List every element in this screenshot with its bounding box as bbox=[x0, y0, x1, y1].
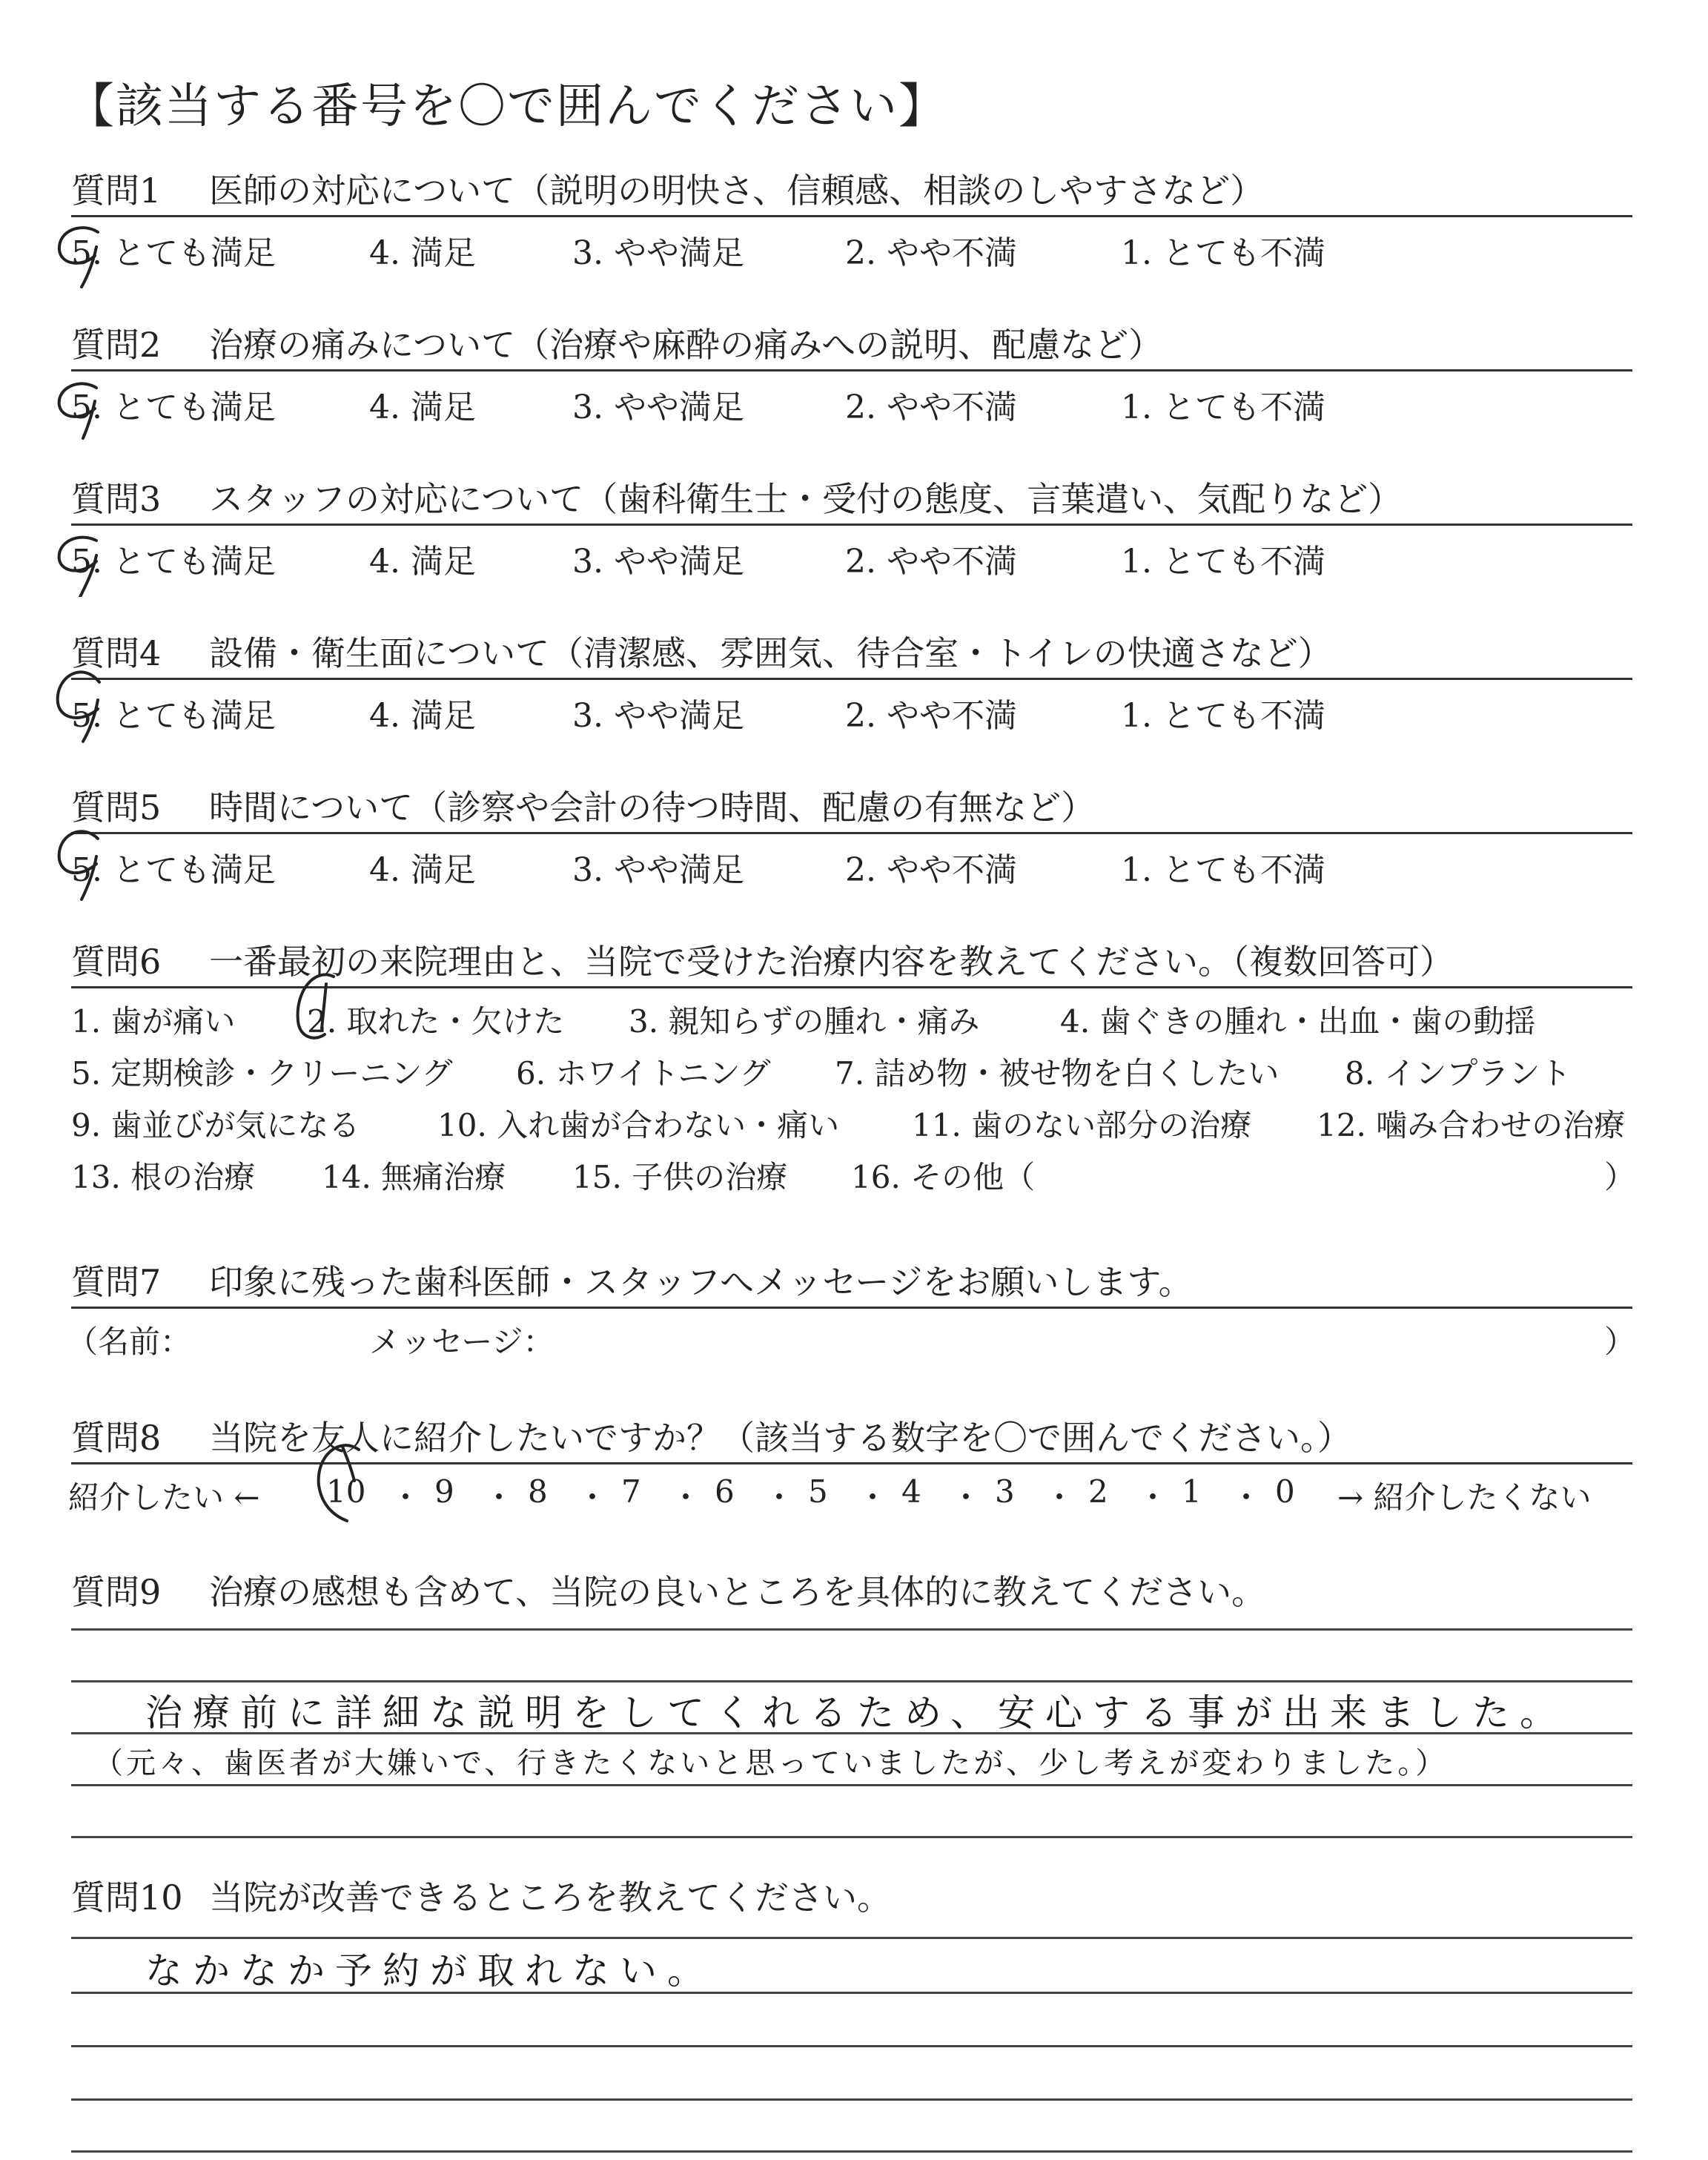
reason-row-4 bbox=[71, 1144, 1636, 1196]
reason-option-16[interactable]: 16. その他（ bbox=[851, 1159, 1036, 1195]
scale-3[interactable]: 3 bbox=[995, 1473, 1015, 1510]
hand-drawn-circle-mark bbox=[52, 650, 116, 751]
question-1 bbox=[71, 169, 1632, 272]
question-9 bbox=[71, 1571, 1632, 1614]
question-number: 質問4 bbox=[71, 633, 162, 673]
question-8-title bbox=[71, 1416, 1632, 1464]
hand-drawn-circle-mark bbox=[52, 217, 116, 288]
answer-line bbox=[71, 1628, 1632, 1631]
reason-option-5[interactable]: 5. 定期検診・クリーニング bbox=[71, 1055, 453, 1091]
question-7 bbox=[67, 1261, 1636, 1361]
option-2[interactable]: 2. やや不満 bbox=[845, 543, 1017, 581]
rating-options bbox=[71, 680, 1632, 735]
question-2 bbox=[71, 323, 1632, 426]
scale-dot: ・ bbox=[764, 1479, 795, 1516]
message-row bbox=[67, 1309, 1636, 1361]
question-number: 質問3 bbox=[71, 479, 162, 519]
option-3[interactable]: 3. やや満足 bbox=[572, 389, 744, 426]
question-text: 治療の痛みについて（治療や麻酔の痛みへの説明、配慮など） bbox=[209, 325, 1163, 365]
question-1-title bbox=[71, 169, 1632, 217]
hand-drawn-circle-mark bbox=[52, 812, 116, 908]
question-3-title bbox=[71, 478, 1632, 526]
question-number: 質問8 bbox=[71, 1418, 162, 1458]
question-number: 質問10 bbox=[71, 1877, 183, 1918]
message-label: メッセージ： bbox=[369, 1324, 555, 1360]
scale-dot: ・ bbox=[670, 1479, 702, 1516]
question-4-title bbox=[71, 632, 1632, 680]
q10-answer-line-1: なかなか予約が取れない。 bbox=[145, 1949, 715, 1992]
recommend-scale bbox=[68, 1464, 1632, 1516]
scale-dot: ・ bbox=[1137, 1479, 1169, 1516]
rating-options bbox=[71, 834, 1632, 889]
question-5 bbox=[71, 786, 1632, 889]
option-1[interactable]: 1. とても不満 bbox=[1121, 851, 1325, 889]
question-text: 一番最初の来院理由と、当院で受けた治療内容を教えてください。（複数回答可） bbox=[209, 942, 1454, 982]
reason-row-2 bbox=[71, 1040, 1632, 1092]
scale-5[interactable]: 5 bbox=[808, 1473, 828, 1510]
reason-option-12[interactable]: 12. 噛み合わせの治療 bbox=[1317, 1107, 1626, 1143]
question-4 bbox=[71, 632, 1632, 735]
scale-1[interactable]: 1 bbox=[1182, 1473, 1202, 1510]
scale-right-label: → 紹介したくない bbox=[1337, 1479, 1592, 1516]
option-4[interactable]: 4. 満足 bbox=[369, 543, 476, 581]
reason-option-7[interactable]: 7. 詰め物・被せ物を白くしたい bbox=[835, 1055, 1280, 1091]
question-text: 時間について（診察や会計の待つ時間、配慮の有無など） bbox=[209, 787, 1096, 828]
option-1[interactable]: 1. とても不満 bbox=[1121, 543, 1325, 581]
question-8 bbox=[68, 1416, 1632, 1516]
answer-line bbox=[71, 2150, 1632, 2153]
reason-option-15[interactable]: 15. 子供の治療 bbox=[572, 1159, 788, 1195]
question-text: 印象に残った歯科医師・スタッフへメッセージをお願いします。 bbox=[209, 1262, 1193, 1302]
option-2[interactable]: 2. やや不満 bbox=[845, 697, 1017, 735]
scale-left-label: 紹介したい ← bbox=[68, 1479, 260, 1516]
close-paren: ） bbox=[1604, 1324, 1636, 1360]
option-4[interactable]: 4. 満足 bbox=[369, 851, 476, 889]
scale-dot: ・ bbox=[950, 1479, 982, 1516]
question-2-title bbox=[71, 323, 1632, 371]
question-text: 設備・衛生面について（清潔感、雰囲気、待合室・トイレの快適さなど） bbox=[209, 633, 1332, 673]
question-number: 質問7 bbox=[71, 1262, 162, 1302]
answer-line bbox=[71, 2098, 1632, 2101]
reason-option-3[interactable]: 3. 親知らずの腫れ・痛み bbox=[629, 1003, 980, 1040]
option-5[interactable]: 5. とても満足 bbox=[71, 543, 276, 581]
option-4[interactable]: 4. 満足 bbox=[369, 234, 476, 272]
reason-option-4[interactable]: 4. 歯ぐきの腫れ・出血・歯の動揺 bbox=[1060, 1003, 1536, 1040]
rating-options bbox=[71, 526, 1632, 581]
option-2[interactable]: 2. やや不満 bbox=[845, 389, 1017, 426]
option-3[interactable]: 3. やや満足 bbox=[572, 851, 744, 889]
question-6 bbox=[71, 940, 1636, 1196]
question-number: 質問1 bbox=[71, 171, 162, 211]
answer-line bbox=[71, 1836, 1632, 1838]
scale-8[interactable]: 8 bbox=[528, 1473, 548, 1510]
reason-option-6[interactable]: 6. ホワイトニング bbox=[516, 1055, 771, 1091]
option-3[interactable]: 3. やや満足 bbox=[572, 697, 744, 735]
name-label: （名前： bbox=[67, 1324, 192, 1360]
question-3 bbox=[71, 478, 1632, 581]
reason-option-8[interactable]: 8. インプラント bbox=[1345, 1055, 1572, 1091]
reason-option-14[interactable]: 14. 無痛治療 bbox=[322, 1159, 506, 1195]
answer-line bbox=[71, 1680, 1632, 1682]
scale-10[interactable]: 10 bbox=[326, 1473, 366, 1510]
question-9-title bbox=[71, 1571, 1632, 1614]
option-2[interactable]: 2. やや不満 bbox=[845, 234, 1017, 272]
option-1[interactable]: 1. とても不満 bbox=[1121, 697, 1325, 735]
reason-option-13[interactable]: 13. 根の治療 bbox=[71, 1159, 256, 1195]
q9-answer-line-1: 治療前に詳細な説明をしてくれるため、安心する事が出来ました。 bbox=[145, 1691, 1567, 1734]
option-3[interactable]: 3. やや満足 bbox=[572, 543, 744, 581]
reason-row-3 bbox=[71, 1092, 1632, 1144]
reason-option-10[interactable]: 10. 入れ歯が合わない・痛い bbox=[437, 1107, 840, 1143]
option-5[interactable]: 5. とても満足 bbox=[71, 389, 276, 426]
hand-drawn-circle-mark bbox=[285, 969, 351, 1051]
question-10-title bbox=[71, 1876, 1632, 1919]
option-3[interactable]: 3. やや満足 bbox=[572, 234, 744, 272]
question-5-title bbox=[71, 786, 1632, 834]
option-2[interactable]: 2. やや不満 bbox=[845, 851, 1017, 889]
scale-6[interactable]: 6 bbox=[715, 1473, 735, 1510]
reason-option-1[interactable]: 1. 歯が痛い bbox=[71, 1003, 236, 1040]
reason-option-2[interactable]: 2. 取れた・欠けた bbox=[307, 1003, 565, 1040]
page-heading: 【該当する番号を〇で囲んでください】 bbox=[67, 79, 947, 134]
rating-options bbox=[71, 217, 1632, 272]
question-10 bbox=[71, 1876, 1632, 1919]
question-number: 質問9 bbox=[71, 1572, 162, 1612]
scale-9[interactable]: 9 bbox=[434, 1473, 454, 1510]
rating-options bbox=[71, 371, 1632, 426]
scale-0[interactable]: 0 bbox=[1275, 1473, 1295, 1510]
scale-dot: ・ bbox=[577, 1479, 609, 1516]
scale-dot: ・ bbox=[1231, 1479, 1262, 1516]
question-number: 質問6 bbox=[71, 942, 162, 982]
question-text: スタッフの対応について（歯科衛生士・受付の態度、言葉遣い、気配りなど） bbox=[209, 479, 1403, 519]
question-text: 医師の対応について（説明の明快さ、信頼感、相談のしやすさなど） bbox=[209, 171, 1265, 211]
option-5[interactable]: 5. とても満足 bbox=[71, 234, 276, 272]
scale-4[interactable]: 4 bbox=[901, 1473, 921, 1510]
reason-option-9[interactable]: 9. 歯並びが気になる bbox=[71, 1107, 360, 1143]
q9-answer-line-2: （元々、歯医者が大嫌いで、行きたくないと思っていましたが、少し考えが変わりました。） bbox=[93, 1746, 1449, 1780]
answer-line bbox=[71, 1937, 1632, 1939]
option-1[interactable]: 1. とても不満 bbox=[1121, 389, 1325, 426]
scale-dot: ・ bbox=[1044, 1479, 1076, 1516]
scale-dot: ・ bbox=[390, 1479, 422, 1516]
question-number: 質問5 bbox=[71, 787, 162, 828]
reason-option-11[interactable]: 11. 歯のない部分の治療 bbox=[912, 1107, 1252, 1143]
hand-drawn-circle-mark bbox=[52, 526, 116, 597]
reason-row-1 bbox=[71, 988, 1632, 1040]
question-text: 治療の感想も含めて、当院の良いところを具体的に教えてください。 bbox=[209, 1572, 1266, 1612]
close-paren: ） bbox=[1604, 1159, 1636, 1195]
scale-7[interactable]: 7 bbox=[621, 1473, 641, 1510]
scale-dot: ・ bbox=[857, 1479, 889, 1516]
answer-line bbox=[71, 2045, 1632, 2047]
question-text: 当院を友人に紹介したいですか？（該当する数字を〇で囲んでください。） bbox=[209, 1418, 1351, 1458]
scale-2[interactable]: 2 bbox=[1088, 1473, 1108, 1510]
question-text: 当院が改善できるところを教えてください。 bbox=[209, 1877, 891, 1918]
scale-dot: ・ bbox=[483, 1479, 515, 1516]
option-5[interactable]: 5. とても満足 bbox=[71, 851, 276, 889]
option-1[interactable]: 1. とても不満 bbox=[1121, 234, 1325, 272]
question-7-title bbox=[71, 1261, 1632, 1309]
question-number: 質問2 bbox=[71, 325, 162, 365]
option-4[interactable]: 4. 満足 bbox=[369, 389, 476, 426]
option-4[interactable]: 4. 満足 bbox=[369, 697, 476, 735]
hand-drawn-circle-mark bbox=[310, 1439, 377, 1525]
hand-drawn-circle-mark bbox=[52, 371, 116, 443]
option-5[interactable]: 5. とても満足 bbox=[71, 697, 276, 735]
answer-line bbox=[71, 1784, 1632, 1786]
